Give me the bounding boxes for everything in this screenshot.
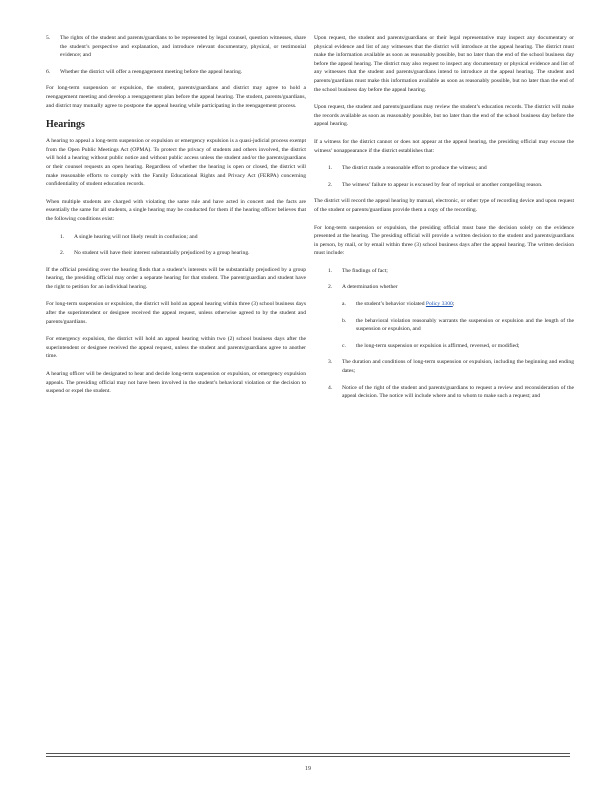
list-number: 6. — [46, 68, 51, 75]
list-text: the long-term suspension or expulsion is affirmed, reversed, or modified; — [356, 342, 520, 349]
policy-link[interactable]: Policy 3300 — [425, 301, 453, 308]
paragraph-records: Upon request, the student and parents/guardians may review the student’s education records. The district will make the records available as soon as reasonably possible, but no later than the end of the school business day before the appeal hearing. — [314, 104, 574, 128]
paragraph-three-days: For long-term suspension or expulsion, the district will hold an appeal hearing within three (3) school business days after the superintendent or designee received the appeal request, unless otherwise agreed to by the student and parents/guardians. — [46, 301, 306, 325]
list-text: Whether the district will offer a reengagement meeting before the appeal hearing. — [60, 68, 243, 75]
list-item — [328, 164, 574, 173]
list-item — [46, 68, 306, 77]
list-item — [328, 267, 574, 276]
paragraph-witness: If a witness for the district cannot or does not appear at the appeal hearing, the presiding official may excuse the witness’ nonappearance if the district establishes that: — [314, 138, 574, 154]
sub-list-item — [342, 342, 574, 351]
page-number: 19 — [305, 766, 311, 772]
list-text: A determination whether — [342, 284, 398, 291]
list-item — [328, 384, 574, 401]
sub-list-item — [342, 317, 574, 334]
list-text-part: ; — [452, 301, 455, 308]
right-column — [314, 34, 574, 409]
list-text — [356, 300, 574, 309]
list-text-part: the student’s behavior violated — [356, 301, 426, 308]
list-number: 3. — [328, 359, 333, 366]
list-number: 1. — [60, 233, 65, 240]
list-number: 2. — [328, 181, 333, 188]
paragraph-written-decision: For long-term suspension or expulsion, the presiding official must base the decision solely on the evidence presented at the hearing. The presiding official will provide a written decision to the student and parents/guardians in person, by mail, or by email within three (3) school business days after the appeal hearing. The written decision must include: — [314, 224, 574, 257]
list-item — [60, 249, 306, 258]
list-text: the behavioral violation reasonably warrants the suspension or expulsion and the length of the suspension or expulsion, and — [356, 317, 574, 333]
list-text: The findings of fact; — [342, 267, 388, 274]
paragraph-hearing: A hearing to appeal a long-term suspension or expulsion or emergency expulsion is a quasi-judicial process exempt from the Open Public Meetings Act (OPMA). To protect the privacy of students and others involved, the district will hold a hearing without public notice and without public access unless the student and/or the parents/guardians or their counsel requests an open hearing. Regardless of whether the hearing is open or closed, the district will make reasonable efforts to comply with the Family Educational Rights and Privacy Act (FERPA) concerning confidentiality of student education records. — [46, 138, 306, 188]
list-letter: a. — [342, 301, 346, 308]
list-text: The district made a reasonable effort to produce the witness; and — [342, 165, 487, 172]
paragraph-multiple-students: When multiple students are charged with violating the same rule and have acted in concert and the facts are essentially the same for all students, a single hearing may be conducted for them if the hearing officer believes that the following conditions exist: — [46, 198, 306, 222]
list-text: No student will have their interest substantially prejudiced by a group hearing. — [74, 250, 250, 257]
list-number: 1. — [328, 267, 333, 274]
list-text: The rights of the student and parents/guardians to be represented by legal counsel, question witnesses, share the student’s perspective and explanation, and introduce relevant documentary, physical, or testimonial evidence; and — [60, 35, 306, 59]
paragraph-recording: The district will record the appeal hearing by manual, electronic, or other type of recording device and upon request of the student or parents/guardians provide them a copy of the recording. — [314, 198, 574, 213]
list-text: The witness’ failure to appear is excused by fear of reprisal or another compelling reason. — [342, 181, 543, 188]
list-letter: b. — [342, 317, 347, 324]
list-number: 1. — [328, 165, 333, 172]
list-number: 2. — [60, 250, 65, 257]
list-item — [328, 181, 574, 190]
footer-rule-top — [46, 753, 570, 754]
paragraph-emergency: For emergency expulsion, the district will hold an appeal hearing within two (2) school business days after the superintendent or designee received the appeal request, unless the student and parents/guardians agree to another time. — [46, 336, 306, 360]
paragraph-reengagement: For long-term suspension or expulsion, the student, parents/guardians and district may agree to hold a reengagement meeting and develop a reengagement plan before the appeal hearing. The student, parents/guardians, and district may mutually agree to postpone the appeal hearing while participating in the reengagement process. — [46, 85, 306, 109]
sub-list-item — [342, 300, 574, 309]
list-number: 2. — [328, 284, 333, 291]
list-number: 5. — [46, 35, 51, 41]
section-heading-hearings: Hearings — [46, 119, 85, 131]
left-column — [46, 34, 306, 405]
list-text: A single hearing will not likely result in confusion; and — [74, 233, 198, 240]
list-text: Notice of the right of the student and parents/guardians to request a review and reconsideration of the appeal decision. The notice will include where and to whom to make such a request; and — [342, 384, 574, 400]
list-letter: c. — [342, 342, 346, 349]
list-item — [328, 358, 574, 375]
paragraph-evidence-request: Upon request, the student and parents/guardians or their legal representative may inspect any documentary or physical evidence and list of any witnesses that the district will introduce at the appeal hearing. The district must make the information available as soon as reasonably possible, but no later than the end of the school business day before the appeal hearing. The district may also request to inspect any documentary or physical evidence and list of any witnesses that the student and parents/guardians intend to introduce at the appeal hearing. The student and parents/guardians must make this information available as soon as reasonably possible, but no later than the end of the school business day before the appeal hearing. — [314, 35, 574, 93]
sub-list — [342, 300, 574, 350]
list-item — [46, 34, 306, 60]
paragraph-prejudiced: If the official presiding over the hearing finds that a student’s interests will be substantially prejudiced by a group hearing, the presiding official may order a separate hearing for that student. The parent/guardian and student have the right to petition for an individual hearing. — [46, 266, 306, 290]
paragraph-hearing-officer: A hearing officer will be designated to hear and decide long-term suspension or expulsion, or emergency expulsion appeals. The presiding official may not have been involved in the student’s behavioral violation or the decision to suspend or expel the student. — [46, 371, 306, 395]
list-text: The duration and conditions of long-term suspension or expulsion, including the beginning and ending dates; — [342, 359, 574, 375]
list-item — [328, 283, 574, 292]
list-item — [60, 233, 306, 242]
list-number: 4. — [328, 384, 333, 391]
footer-rule-bottom — [46, 756, 570, 757]
